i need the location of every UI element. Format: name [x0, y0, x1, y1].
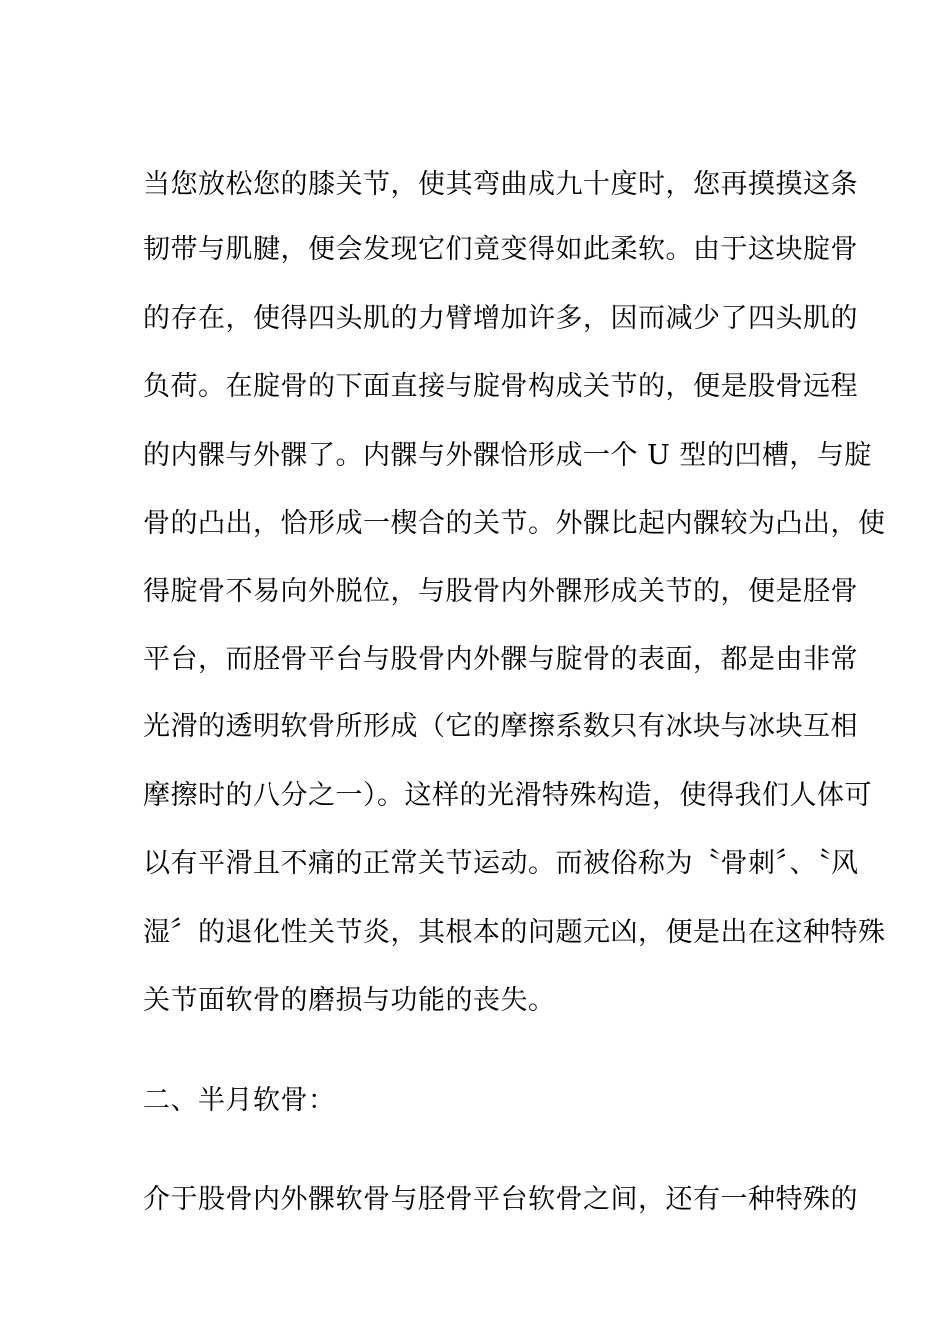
text-line: 平台，而胫骨平台与股骨内外髁与腚骨的表面，都是由非常 — [143, 644, 858, 675]
text-line: 骨的凸出，恰形成一楔合的关节。外髁比起内髁较为凸出，使 — [143, 508, 886, 539]
text-line: 负荷。在腚骨的下面直接与腚骨构成关节的，便是股骨远程 — [143, 371, 858, 402]
text-line: 的内髁与外髁了。内髁与外髁恰形成一个 U 型的凹槽，与腚 — [143, 440, 872, 471]
section-heading: 二、半月软骨： — [143, 1085, 336, 1116]
text-line: 当您放松您的膝关节，使其弯曲成九十度时，您再摸摸这条 — [143, 169, 858, 200]
text-line: 韧带与肌腱，便会发现它们竟变得如此柔软。由于这块腚骨 — [143, 234, 858, 265]
text-line: 摩擦时的八分之一）。这样的光滑特殊构造，使得我们人体可 — [143, 780, 872, 811]
text-line: 的存在，使得四头肌的力臂增加许多，因而减少了四头肌的 — [143, 303, 858, 334]
text-line: 介于股骨内外髁软骨与胫骨平台软骨之间，还有一种特殊的 — [143, 1184, 858, 1215]
text-line: 光滑的透明软骨所形成（它的摩擦系数只有冰块与冰块互相 — [143, 711, 858, 742]
text-line: 湿〞的退化性关节炎，其根本的问题元凶，便是出在这种特殊 — [143, 917, 886, 948]
text-line: 关节面软骨的磨损与功能的丧失。 — [143, 985, 556, 1016]
text-line: 以有平滑且不痛的正常关节运动。而被俗称为〝骨刺〞、〝风 — [143, 848, 859, 879]
text-line: 得腚骨不易向外脱位，与股骨内外髁形成关节的，便是胫骨 — [143, 576, 858, 607]
